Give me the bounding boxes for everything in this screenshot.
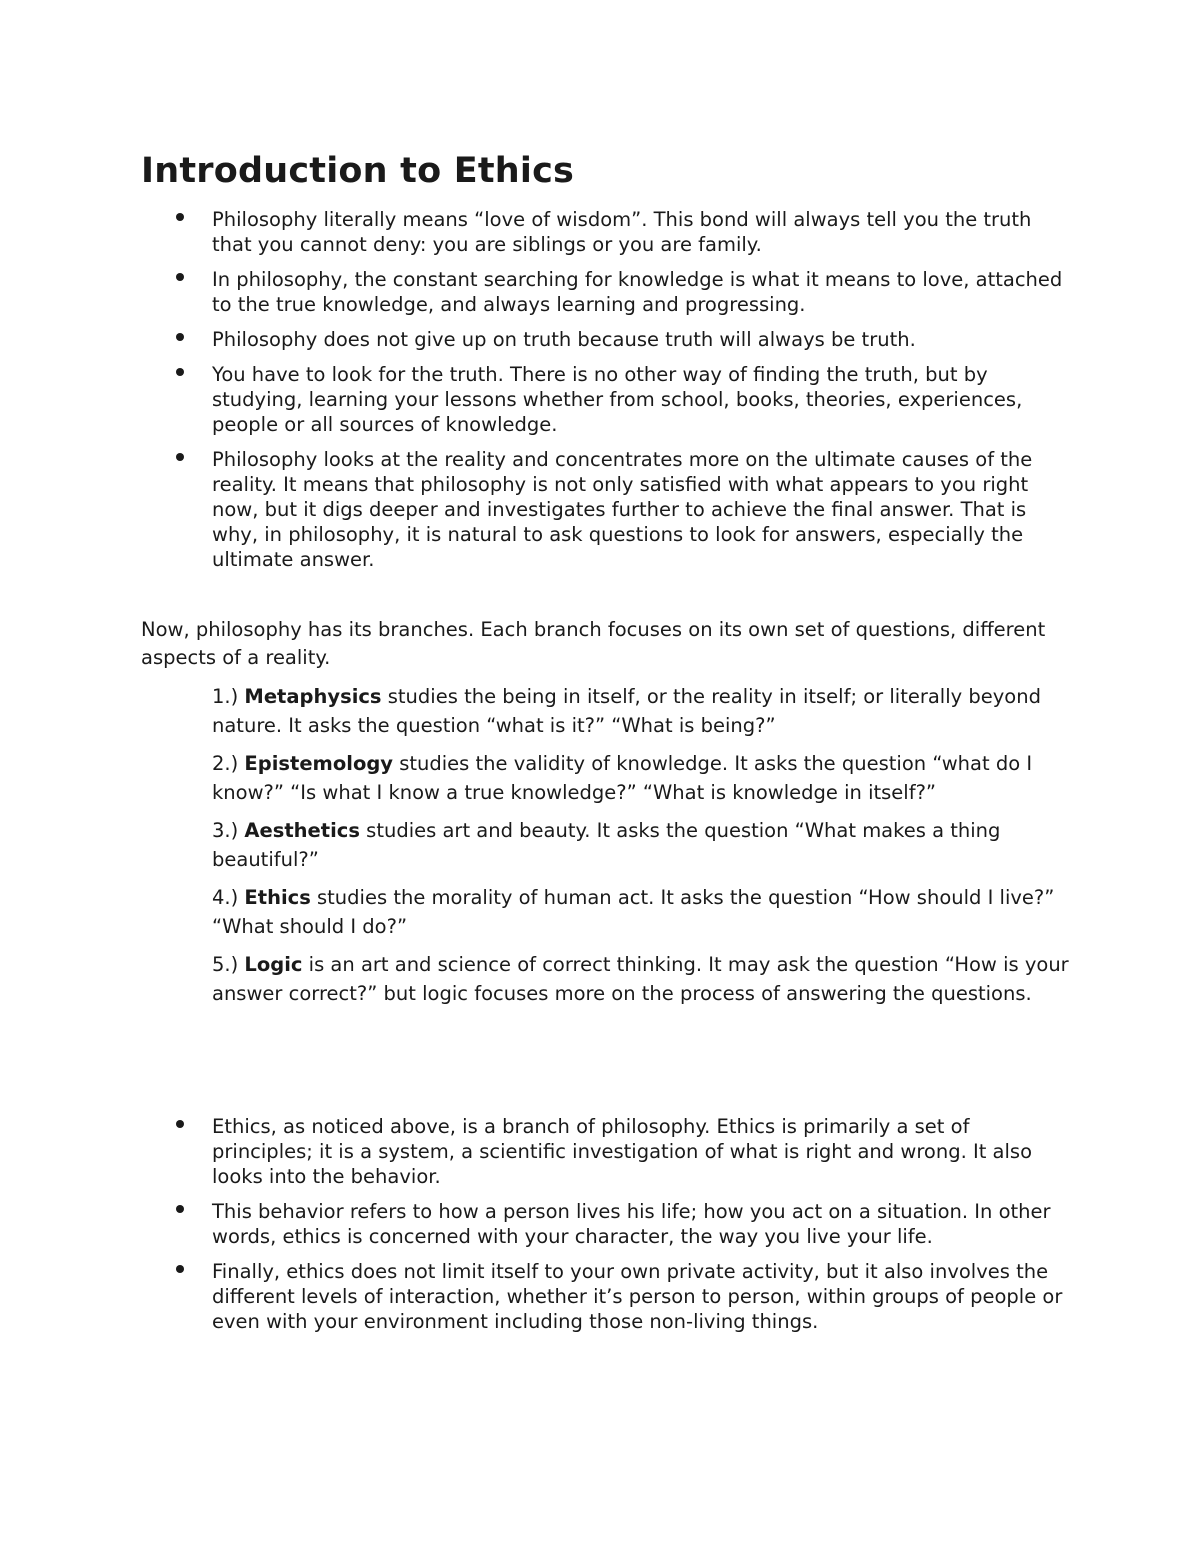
- branch-description: studies the validity of knowledge. It asks the question “what do I know?” “Is what I know a true knowledge?” “What is knowledge in itself?”: [212, 752, 1033, 804]
- list-item: [0, 327, 1072, 352]
- branches-list: [212, 682, 1072, 1017]
- branch-number: 2.): [212, 752, 239, 775]
- bullet-icon: [175, 333, 186, 358]
- ethics-bullet-list: [0, 1114, 1200, 1344]
- branch-description: studies the morality of human act. It asks the question “How should I live?” “What should I do?”: [212, 886, 1055, 938]
- bullet-icon: [175, 273, 186, 298]
- branch-term: Epistemology: [244, 752, 394, 775]
- branch-item-metaphysics: [212, 682, 1072, 740]
- list-item: [0, 1114, 1072, 1189]
- list-item-text: In philosophy, the constant searching for knowledge is what it means to love, attached to the true knowledge, and always learning and progressing.: [212, 268, 1063, 316]
- page-title: Introduction to Ethics: [141, 151, 575, 191]
- intro-bullet-list: [0, 207, 1200, 582]
- branch-description: is an art and science of correct thinking. It may ask the question “How is your answer correct?” but logic focuses more on the process of answering the questions.: [212, 953, 1069, 1005]
- list-item: [0, 447, 1072, 572]
- bullet-icon: [175, 368, 186, 393]
- branch-number: 4.): [212, 886, 239, 909]
- branch-item-aesthetics: [212, 816, 1072, 874]
- branch-term: Logic: [244, 953, 303, 976]
- list-item: [0, 267, 1072, 317]
- list-item: [0, 1199, 1072, 1249]
- list-item-text: You have to look for the truth. There is no other way of finding the truth, but by studying, learning your lessons whether from school, books, theories, experiences, people or all sources of knowledge.: [212, 363, 1023, 436]
- branch-item-logic: [212, 950, 1072, 1008]
- bullet-icon: [175, 213, 186, 238]
- list-item: [0, 1259, 1072, 1334]
- branch-item-ethics: [212, 883, 1072, 941]
- bullet-icon: [175, 1265, 186, 1290]
- bullet-icon: [175, 453, 186, 478]
- branch-description: studies the being in itself, or the reality in itself; or literally beyond nature. It asks the question “what is it?” “What is being?”: [212, 685, 1041, 737]
- list-item-text: Philosophy does not give up on truth because truth will always be truth.: [212, 328, 916, 351]
- list-item-text: This behavior refers to how a person lives his life; how you act on a situation. In other words, ethics is concerned with your character, the way you live your life.: [212, 1200, 1051, 1248]
- bullet-icon: [175, 1205, 186, 1230]
- branch-term: Ethics: [244, 886, 311, 909]
- branch-term: Aesthetics: [244, 819, 360, 842]
- branch-item-epistemology: [212, 749, 1072, 807]
- list-item-text: Philosophy literally means “love of wisdom”. This bond will always tell you the truth that you cannot deny: you are siblings or you are family.: [212, 208, 1032, 256]
- list-item-text: Ethics, as noticed above, is a branch of philosophy. Ethics is primarily a set of principles; it is a system, a scientific investigation of what is right and wrong. It also looks into the behavior.: [212, 1115, 1033, 1188]
- branches-intro-paragraph: Now, philosophy has its branches. Each branch focuses on its own set of questions, different aspects of a reality.: [141, 618, 1046, 669]
- list-item-text: Philosophy looks at the reality and concentrates more on the ultimate causes of the reality. It means that philosophy is not only satisfied with what appears to you right now, but it digs deeper and investigates further to achieve the final answer. That is why, in philosophy, it is natural to ask questions to look for answers, especially the ultimate answer.: [212, 448, 1033, 571]
- branch-number: 1.): [212, 685, 239, 708]
- branch-description: studies art and beauty. It asks the question “What makes a thing beautiful?”: [212, 819, 1001, 871]
- bullet-icon: [175, 1120, 186, 1145]
- list-item: [0, 207, 1072, 257]
- branch-term: Metaphysics: [244, 685, 382, 708]
- branch-number: 3.): [212, 819, 239, 842]
- branch-number: 5.): [212, 953, 239, 976]
- list-item: [0, 362, 1072, 437]
- list-item-text: Finally, ethics does not limit itself to your own private activity, but it also involves the different levels of interaction, whether it’s person to person, within groups of people or even with your environment including those non-living things.: [212, 1260, 1063, 1333]
